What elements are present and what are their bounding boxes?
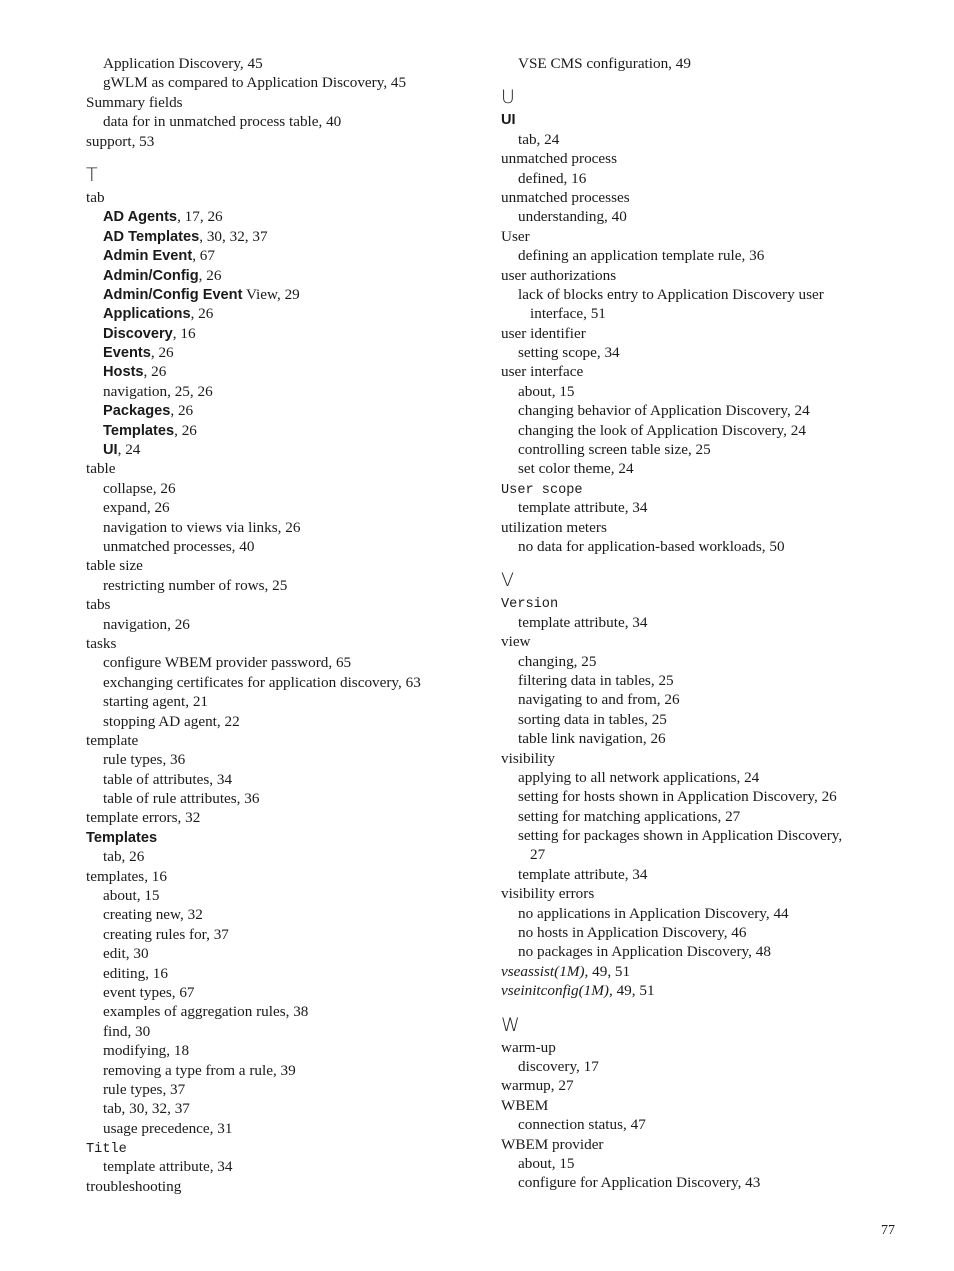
entry-text: warm-up xyxy=(501,1038,556,1056)
index-subentry xyxy=(86,285,486,304)
index-entry xyxy=(501,149,901,168)
entry-text: removing a type from a rule, 39 xyxy=(103,1061,296,1079)
entry-text: Discovery xyxy=(103,325,173,342)
entry-text: no applications in Application Discovery, 44 xyxy=(518,904,789,922)
entry-text: configure WBEM provider password, 65 xyxy=(103,654,352,672)
entry-text: usage precedence, 31 xyxy=(103,1119,233,1137)
index-subentry xyxy=(86,615,486,634)
index-subentry xyxy=(86,537,486,556)
entry-text: UI xyxy=(103,442,118,459)
index-subentry xyxy=(86,498,486,517)
index-continuation xyxy=(501,845,901,864)
entry-text: vseassist(1M) xyxy=(501,962,585,980)
index-continuation xyxy=(501,304,901,323)
index-subentry xyxy=(86,944,486,963)
entry-text: connection status, 47 xyxy=(518,1116,646,1134)
index-subentry xyxy=(501,1154,901,1173)
index-subentry xyxy=(86,1061,486,1080)
index-subentry xyxy=(86,964,486,983)
entry-text: table size xyxy=(86,557,143,575)
entry-text: template attribute, 34 xyxy=(518,865,648,883)
entry-text: , 17, 26 xyxy=(177,208,223,226)
entry-text: navigation, 25, 26 xyxy=(103,382,213,400)
entry-text: visibility errors xyxy=(501,885,595,903)
index-subentry xyxy=(86,304,486,323)
entry-text: UI xyxy=(501,112,516,129)
entry-text: controlling screen table size, 25 xyxy=(518,441,711,459)
entry-text: Admin Event xyxy=(103,248,193,265)
entry-text: filtering data in tables, 25 xyxy=(518,671,674,689)
entry-text: interface, 51 xyxy=(530,305,606,323)
index-subentry xyxy=(501,923,901,942)
entry-text: creating new, 32 xyxy=(103,906,203,924)
index-subentry xyxy=(86,886,486,905)
entry-text: no hosts in Application Discovery, 46 xyxy=(518,924,747,942)
entry-text: Admin/Config Event xyxy=(103,286,243,303)
entry-text: Title xyxy=(86,1142,127,1158)
entry-text: template xyxy=(86,731,139,749)
entry-text: event types, 67 xyxy=(103,983,195,1001)
entry-text: vseinitconfig(1M) xyxy=(501,982,609,1000)
entry-text: WBEM provider xyxy=(501,1135,604,1153)
index-entry xyxy=(501,749,901,768)
entry-text: table of attributes, 34 xyxy=(103,770,233,788)
entry-text: no packages in Application Discovery, 48 xyxy=(518,943,771,961)
entry-text: examples of aggregation rules, 38 xyxy=(103,1003,309,1021)
index-subentry xyxy=(86,382,486,401)
entry-text: Summary fields xyxy=(86,93,183,111)
index-subentry xyxy=(501,401,901,420)
index-entry xyxy=(86,1138,486,1157)
entry-text: , 30, 32, 37 xyxy=(199,227,268,245)
entry-text: , 26 xyxy=(198,266,222,284)
entry-text: table of rule attributes, 36 xyxy=(103,790,260,808)
entry-text: changing, 25 xyxy=(518,652,597,670)
entry-text: Hosts xyxy=(103,364,144,381)
entry-text: template attribute, 34 xyxy=(518,499,648,517)
entry-text: Templates xyxy=(103,422,175,439)
entry-text: User scope xyxy=(501,482,583,498)
entry-text: AD Agents xyxy=(103,209,178,226)
index-subentry xyxy=(501,826,901,845)
entry-text: discovery, 17 xyxy=(518,1057,599,1075)
index-subentry xyxy=(86,847,486,866)
index-entry xyxy=(501,1135,901,1154)
section-letter: U xyxy=(501,86,515,109)
entry-text: Templates xyxy=(86,829,158,846)
index-entry xyxy=(501,1096,901,1115)
entry-text: , 26 xyxy=(150,344,174,362)
index-subentry xyxy=(86,518,486,537)
index-subentry xyxy=(86,227,486,246)
index-subentry xyxy=(501,671,901,690)
entry-text: navigation to views via links, 26 xyxy=(103,518,301,536)
index-entry xyxy=(501,479,901,498)
entry-text: setting for matching applications, 27 xyxy=(518,807,741,825)
entry-text: unmatched process xyxy=(501,150,617,168)
entry-text: about, 15 xyxy=(103,887,160,905)
entry-text: changing the look of Application Discovery, 24 xyxy=(518,421,806,439)
index-subentry xyxy=(501,942,901,961)
index-entry xyxy=(501,324,901,343)
entry-text: visibility xyxy=(501,749,556,767)
entry-text: data for in unmatched process table, 40 xyxy=(103,113,342,131)
index-subentry xyxy=(86,983,486,1002)
entry-text: user authorizations xyxy=(501,266,617,284)
index-subentry xyxy=(501,904,901,923)
entry-text: creating rules for, 37 xyxy=(103,925,229,943)
index-subentry xyxy=(86,266,486,285)
entry-text: 27 xyxy=(530,846,546,864)
index-subentry xyxy=(86,692,486,711)
entry-text: sorting data in tables, 25 xyxy=(518,710,667,728)
index-entry xyxy=(86,93,486,112)
index-entry xyxy=(86,867,486,886)
index-subentry xyxy=(501,54,901,73)
index-subentry xyxy=(501,382,901,401)
entry-text: , 26 xyxy=(190,305,214,323)
index-subentry xyxy=(86,246,486,265)
index-subentry xyxy=(86,73,486,92)
index-subentry xyxy=(86,1099,486,1118)
index-entry xyxy=(501,632,901,651)
entry-text: collapse, 26 xyxy=(103,479,176,497)
index-subentry xyxy=(501,440,901,459)
index-subentry xyxy=(86,712,486,731)
entry-text: template attribute, 34 xyxy=(103,1158,233,1176)
index-subentry xyxy=(86,324,486,343)
index-subentry xyxy=(501,246,901,265)
entry-text: setting for hosts shown in Application Discovery, 26 xyxy=(518,788,837,806)
index-subentry xyxy=(86,1080,486,1099)
entry-text: warmup, 27 xyxy=(501,1077,574,1095)
index-subentry xyxy=(501,343,901,362)
entry-text: rule types, 36 xyxy=(103,751,186,769)
entry-text: , 24 xyxy=(117,441,141,459)
index-subentry xyxy=(501,421,901,440)
entry-text: stopping AD agent, 22 xyxy=(103,712,240,730)
entry-text: Application Discovery, 45 xyxy=(103,55,263,72)
page-number: 77 xyxy=(881,1223,895,1238)
index-entry xyxy=(501,110,901,129)
entry-text: , 26 xyxy=(170,402,194,420)
entry-text: user interface xyxy=(501,363,584,381)
entry-text: AD Templates xyxy=(103,228,200,245)
index-subentry xyxy=(501,729,901,748)
entry-text: find, 30 xyxy=(103,1022,151,1040)
index-subentry xyxy=(86,207,486,226)
index-subentry xyxy=(86,789,486,808)
index-entry xyxy=(501,1038,901,1057)
entry-text: tabs xyxy=(86,596,111,614)
entry-text: Packages xyxy=(103,403,171,420)
entry-text: , 26 xyxy=(143,363,167,381)
index-subentry xyxy=(501,130,901,149)
index-subentry xyxy=(86,673,486,692)
index-subentry xyxy=(86,362,486,381)
index-entry xyxy=(501,266,901,285)
index-subentry xyxy=(501,613,901,632)
entry-text: changing behavior of Application Discovery, 24 xyxy=(518,402,810,420)
entry-text: troubleshooting xyxy=(86,1177,182,1195)
index-entry xyxy=(501,593,901,612)
index-subentry xyxy=(86,770,486,789)
entry-text: Version xyxy=(501,597,559,613)
entry-text: applying to all network applications, 24 xyxy=(518,768,760,786)
index-subentry xyxy=(86,925,486,944)
index-subentry xyxy=(86,576,486,595)
index-subentry xyxy=(501,498,901,517)
index-entry xyxy=(501,962,901,981)
entry-text: tab, 26 xyxy=(103,848,145,866)
entry-text: , 26 xyxy=(174,421,197,439)
index-subentry xyxy=(501,652,901,671)
entry-text: , 49, 51 xyxy=(584,962,631,980)
entry-text: restricting number of rows, 25 xyxy=(103,576,288,594)
entry-text: navigation, 26 xyxy=(103,615,190,633)
index-subentry xyxy=(501,865,901,884)
entry-text: starting agent, 21 xyxy=(103,693,209,711)
index-subentry xyxy=(86,1022,486,1041)
index-entry xyxy=(501,362,901,381)
index-subentry xyxy=(86,653,486,672)
entry-text: set color theme, 24 xyxy=(518,460,634,478)
entry-text: VSE CMS configuration, 49 xyxy=(518,55,691,72)
entry-text: Applications xyxy=(103,306,191,323)
index-subentry xyxy=(86,1002,486,1021)
entry-text: View, 29 xyxy=(242,285,300,303)
index-subentry xyxy=(501,285,901,304)
entry-text: table xyxy=(86,460,116,478)
entry-text: understanding, 40 xyxy=(518,208,627,226)
entry-text: lack of blocks entry to Application Discovery user xyxy=(518,285,824,303)
entry-text: tab, 24 xyxy=(518,130,560,148)
section-letter: T xyxy=(86,163,98,186)
entry-text: , 67 xyxy=(192,247,215,265)
index-subentry xyxy=(86,1041,486,1060)
index-entry xyxy=(501,981,901,1000)
index-entry xyxy=(86,731,486,750)
entry-text: tab xyxy=(86,188,105,206)
entry-text: navigating to and from, 26 xyxy=(518,691,680,709)
index-entry xyxy=(86,188,486,207)
entry-text: , 16 xyxy=(172,324,196,342)
index-entry xyxy=(86,132,486,151)
entry-text: table link navigation, 26 xyxy=(518,730,666,748)
entry-text: template attribute, 34 xyxy=(518,613,648,631)
index-column-left xyxy=(86,54,486,1196)
entry-text: tab, 30, 32, 37 xyxy=(103,1100,190,1118)
entry-text: utilization meters xyxy=(501,518,607,536)
entry-text: WBEM xyxy=(501,1096,549,1114)
entry-text: expand, 26 xyxy=(103,499,170,517)
entry-text: defining an application template rule, 36 xyxy=(518,247,765,265)
entry-text: editing, 16 xyxy=(103,964,168,982)
index-entry xyxy=(86,556,486,575)
index-subentry xyxy=(501,690,901,709)
index-subentry xyxy=(86,54,486,73)
entry-text: about, 15 xyxy=(518,382,575,400)
entry-text: gWLM as compared to Application Discovery, 45 xyxy=(103,74,407,92)
index-subentry xyxy=(86,1119,486,1138)
index-subentry xyxy=(86,905,486,924)
index-entry xyxy=(501,227,901,246)
index-entry xyxy=(86,595,486,614)
index-entry xyxy=(86,808,486,827)
index-subentry xyxy=(86,112,486,131)
entry-text: , 49, 51 xyxy=(608,982,655,1000)
index-subentry xyxy=(501,1173,901,1192)
entry-text: no data for application-based workloads, 50 xyxy=(518,537,785,555)
index-subentry xyxy=(86,750,486,769)
index-subentry xyxy=(86,440,486,459)
index-entry xyxy=(501,884,901,903)
index-entry xyxy=(501,188,901,207)
entry-text: view xyxy=(501,633,531,651)
index-subentry xyxy=(501,169,901,188)
index-subentry xyxy=(501,459,901,478)
entry-text: User xyxy=(501,227,530,245)
index-subentry xyxy=(501,537,901,556)
index-entry xyxy=(501,518,901,537)
entry-text: setting scope, 34 xyxy=(518,344,620,362)
index-subentry xyxy=(86,421,486,440)
index-subentry xyxy=(86,401,486,420)
entry-text: unmatched processes, 40 xyxy=(103,537,255,555)
entry-text: configure for Application Discovery, 43 xyxy=(518,1174,761,1192)
section-letter: W xyxy=(501,1013,520,1036)
entry-text: user identifier xyxy=(501,324,586,342)
entry-text: tasks xyxy=(86,634,117,652)
index-entry xyxy=(86,1177,486,1196)
index-subentry xyxy=(501,768,901,787)
entry-text: edit, 30 xyxy=(103,945,149,963)
entry-text: template errors, 32 xyxy=(86,809,201,827)
entry-text: defined, 16 xyxy=(518,169,587,187)
entry-text: support, 53 xyxy=(86,132,155,150)
index-subentry xyxy=(501,1115,901,1134)
entry-text: about, 15 xyxy=(518,1154,575,1172)
entry-text: Events xyxy=(103,345,151,362)
index-subentry xyxy=(501,1057,901,1076)
entry-text: templates, 16 xyxy=(86,867,167,885)
index-subentry xyxy=(501,207,901,226)
index-subentry xyxy=(501,787,901,806)
entry-text: exchanging certificates for application discovery, 63 xyxy=(103,673,421,691)
entry-text: setting for packages shown in Application Discovery, xyxy=(518,827,843,845)
index-entry xyxy=(86,459,486,478)
index-entry xyxy=(86,634,486,653)
index-subentry xyxy=(501,710,901,729)
entry-text: rule types, 37 xyxy=(103,1080,186,1098)
section-letter: V xyxy=(501,569,514,592)
index-subentry xyxy=(86,479,486,498)
entry-text: modifying, 18 xyxy=(103,1042,190,1060)
index-entry xyxy=(86,828,486,847)
index-subentry xyxy=(86,343,486,362)
index-entry xyxy=(501,1076,901,1095)
index-subentry xyxy=(86,1157,486,1176)
entry-text: Admin/Config xyxy=(103,267,199,284)
index-subentry xyxy=(501,807,901,826)
entry-text: unmatched processes xyxy=(501,188,630,206)
index-column-right xyxy=(501,54,901,1193)
